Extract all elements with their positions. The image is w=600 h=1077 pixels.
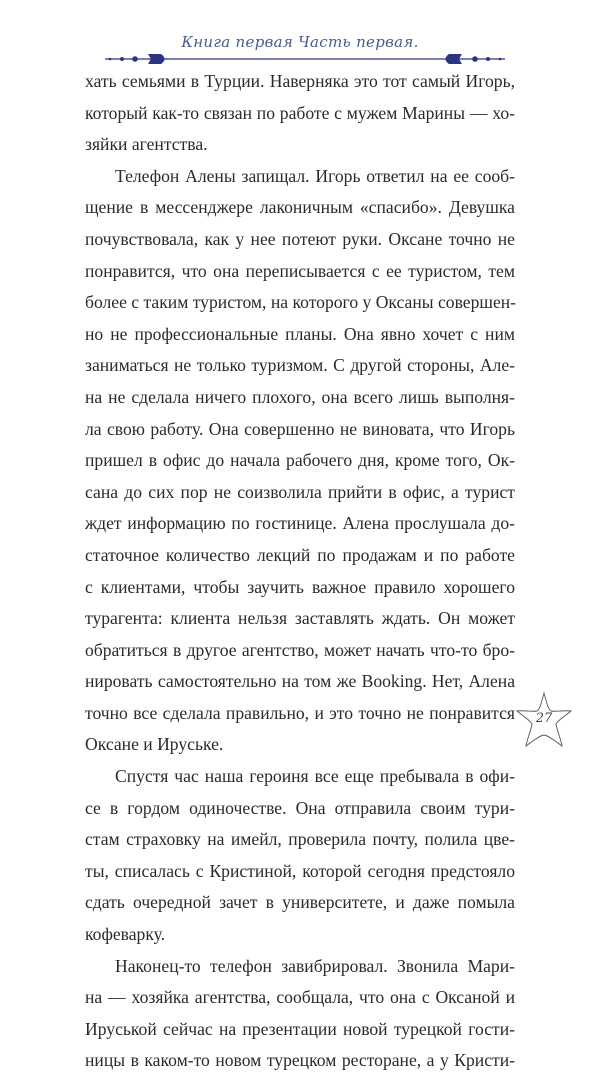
text-line: на — хозяйка агентства, сообщала, что она с Оксаной и bbox=[85, 987, 515, 1008]
text-line: заниматься не только туризмом. С другой стороны, Але- bbox=[85, 355, 515, 376]
text-line: ницы в каком-то новом турецком ресторане, а у Кристи- bbox=[85, 1050, 515, 1071]
text-line: нировать самостоятельно на том же Booking. Нет, Алена bbox=[85, 671, 515, 692]
page-number-badge bbox=[514, 690, 574, 750]
text-line: почувствовала, как у нее потеют руки. Оксане точно не bbox=[85, 228, 515, 249]
text-line: стам страховку на имейл, проверила почту, полила цве- bbox=[85, 829, 515, 850]
text-line: хать семьями в Турции. Наверняка это тот самый Игорь, bbox=[85, 71, 515, 91]
text-line: ждет информацию по гостинице. Алена прослушала до- bbox=[85, 513, 515, 534]
ornamental-rule-icon bbox=[105, 52, 505, 66]
paragraph-start-line: Спустя час наша героиня все еще пребывала в офи- bbox=[115, 766, 515, 787]
text-line: пришел в офис до начала рабочего дня, кроме того, Ок- bbox=[85, 450, 515, 471]
body-text bbox=[85, 66, 515, 1077]
text-line: более с таким туристом, на которого у Оксаны совершен- bbox=[85, 292, 517, 313]
page-header bbox=[0, 0, 600, 70]
text-line: турагента: клиента нельзя заставлять ждать. Он может bbox=[85, 608, 515, 629]
text-line: обратиться в другое агентство, может начать что-то бро- bbox=[85, 639, 515, 660]
paragraph-start-line: Наконец-то телефон завибрировал. Звонила Мари- bbox=[115, 955, 515, 976]
text-line: но не профессиональные планы. Она явно хочет с ним bbox=[85, 323, 515, 344]
text-line: сана до сих пор не соизволила прийти в офис, а турист bbox=[85, 481, 515, 502]
text-line: ты, списалась с Кристиной, которой сегодня предстояло bbox=[85, 860, 515, 881]
text-line: на не сделала ничего плохого, она всего лишь выполня- bbox=[85, 386, 515, 407]
text-line: который как-то связан по работе с мужем Марины — хо- bbox=[85, 102, 515, 123]
text-line: Ируськой сейчас на презентации новой турецкой гости- bbox=[85, 1018, 515, 1039]
text-line: с клиентами, чтобы заучить важное правило хорошего bbox=[85, 576, 515, 597]
running-head: Книга первая Часть первая. bbox=[181, 33, 419, 51]
text-line: ла свою работу. Она совершенно не виновата, что Игорь bbox=[85, 418, 515, 439]
text-line: точно все сделала правильно, и это точно не понравится bbox=[85, 702, 515, 723]
text-line: зяйки агентства. bbox=[85, 134, 208, 155]
text-line: понравится, что она переписывается с ее туристом, тем bbox=[85, 260, 515, 281]
paragraph-start-line: Телефон Алены запищал. Игорь ответил на ее сооб- bbox=[115, 165, 515, 186]
text-line: сдать очередной зачет в университете, и даже помыла bbox=[85, 892, 515, 913]
page-number: 27 bbox=[535, 711, 553, 726]
text-line: Оксане и Ируське. bbox=[85, 734, 224, 755]
text-line: щение в мессенджере лаконичным «спасибо». Девушка bbox=[85, 197, 515, 218]
text-line: статочное количество лекций по продажам и по работе bbox=[85, 544, 515, 565]
text-line: се в гордом одиночестве. Она отправила своим тури- bbox=[85, 797, 515, 818]
text-line: кофеварку. bbox=[85, 924, 166, 945]
